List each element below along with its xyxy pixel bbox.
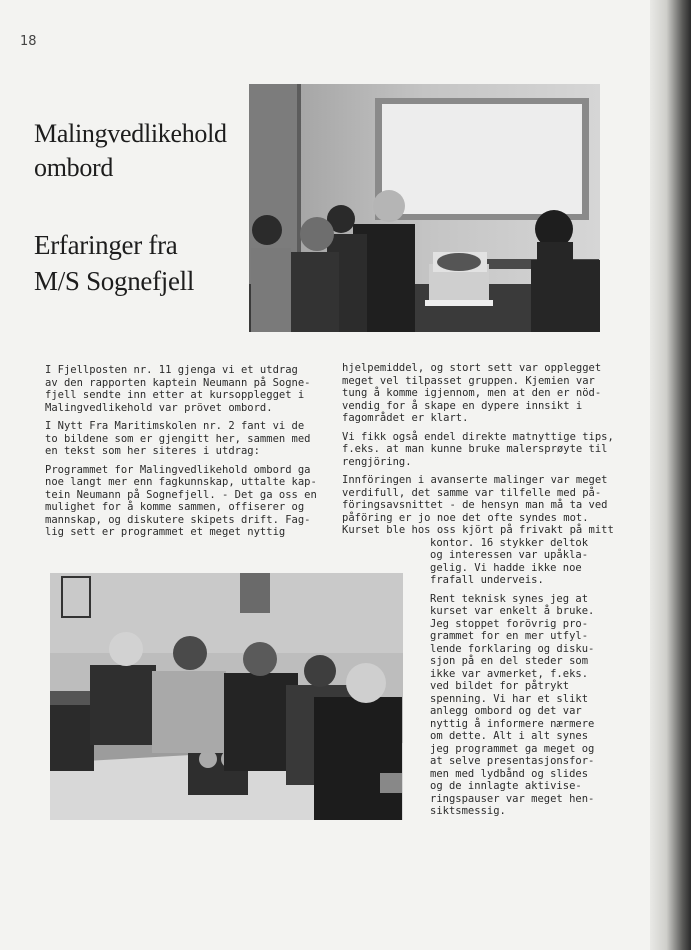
text-line: f.eks. at man kunne bruke malersprøyte til [342, 443, 608, 455]
text-line: sjon på en del steder som [430, 655, 589, 667]
paragraph [342, 593, 642, 818]
text-line: ved bildet for påtrykt [430, 680, 570, 692]
text-line: fjell sendte inn etter at kursopplegget i [45, 389, 305, 401]
subtitle-line: M/S Sognefjell [34, 266, 195, 296]
text-line: Innföringen i avanserte malinger var meget [342, 474, 608, 486]
text-line: vendig for å skape en dypere innsikt i [342, 399, 583, 412]
text-line: og de innlagte aktivise- [430, 780, 582, 792]
text-line: mulighet for å komme sammen, offiserer og [45, 501, 305, 513]
text-line: spenning. Vi har et slikt [430, 692, 589, 705]
left-text-column [45, 364, 330, 545]
text-line: nyttig å informere nærmere [430, 717, 595, 730]
text-line: kontor. 16 stykker deltok [430, 536, 589, 549]
text-line: Rent teknisk synes jeg at [430, 592, 589, 605]
photo-classroom-projector [249, 84, 600, 332]
paragraph [45, 364, 330, 414]
paragraph [342, 474, 642, 537]
text-line: ringspauser var meget hen- [430, 792, 595, 805]
text-line: siktsmessig. [430, 805, 506, 817]
text-line: I Fjellposten nr. 11 gjenga vi et utdrag [45, 364, 298, 376]
page-number: 18 [20, 34, 37, 49]
text-line: lende forklaring og disku- [430, 642, 595, 655]
text-line: Kurset ble hos oss kjört på frivakt på mitt [342, 524, 614, 536]
text-line: og interessen var upåkla- [430, 549, 589, 561]
text-line: I Nytt Fra Maritimskolen nr. 2 fant vi de [45, 420, 305, 432]
paragraph [342, 431, 642, 469]
right-text-column [342, 362, 642, 824]
text-line: av den rapporten kaptein Neumann på Sogne- [45, 376, 311, 389]
text-line: Malingvedlikehold var prövet ombord. [45, 401, 273, 414]
text-line: tein Neumann på Sognefjell. - Det ga oss en [45, 488, 317, 501]
article-title [34, 117, 254, 185]
paragraph [45, 420, 330, 458]
text-line: mannskap, og diskutere skipets drift. Fag- [45, 513, 311, 526]
text-line: meget vel tilpasset gruppen. Kjemien var [342, 374, 595, 387]
paragraph [45, 464, 330, 539]
text-line: fagområdet er klart. [342, 412, 469, 424]
article-subtitle [34, 227, 254, 299]
text-line: men med lydbånd og slides [430, 767, 589, 780]
text-line: kurset var enkelt å bruke. [430, 605, 595, 617]
text-line: Vi fikk også endel direkte matnyttige tips, [342, 430, 614, 443]
title-line: Malingvedlikehold [34, 119, 227, 148]
text-line: anlegg ombord og det var [430, 705, 582, 717]
paragraph [342, 537, 642, 587]
text-line: tung å komme igjennom, men at den er nöd- [342, 387, 602, 399]
text-line: jeg programmet ga meget og [430, 742, 595, 755]
text-line: hjelpemiddel, og stort sett var opplegget [342, 362, 602, 374]
paragraph [342, 362, 642, 425]
text-line: lig sett er programmet et meget nyttig [45, 526, 286, 538]
text-line: Jeg stoppet forövrig pro- [430, 617, 589, 630]
text-line: en tekst som her siteres i utdrag: [45, 445, 260, 457]
text-line: om dette. Alt i alt synes [430, 730, 589, 742]
text-line: gelig. Vi hadde ikke noe [430, 561, 582, 574]
text-line: ikke var avmerket, f.eks. [430, 667, 589, 680]
text-line: frafall underveis. [430, 574, 544, 586]
text-line: verdifull, det samme var tilfelle med på- [342, 486, 602, 499]
text-line: at selve presentasjonsfor- [430, 755, 595, 767]
text-line: föringsavsnittet - de hensyn man må ta ved [342, 499, 608, 511]
text-line: to bildene som er gjengitt her, sammen med [45, 432, 311, 445]
title-line: ombord [34, 153, 114, 182]
page-edge-shadow [650, 0, 691, 950]
subtitle-line: Erfaringer fra [34, 230, 178, 260]
text-line: Programmet for Malingvedlikehold ombord ga [45, 463, 311, 476]
text-line: rengjöring. [342, 455, 412, 468]
text-line: grammet for en mer utfyl- [430, 630, 589, 642]
photo-classroom-projector-image [249, 84, 600, 332]
text-line: påföring er jo noe det ofte syndes mot. [342, 511, 589, 524]
text-line: noe langt mer enn fagkunnskap, uttalte kap- [45, 476, 317, 488]
